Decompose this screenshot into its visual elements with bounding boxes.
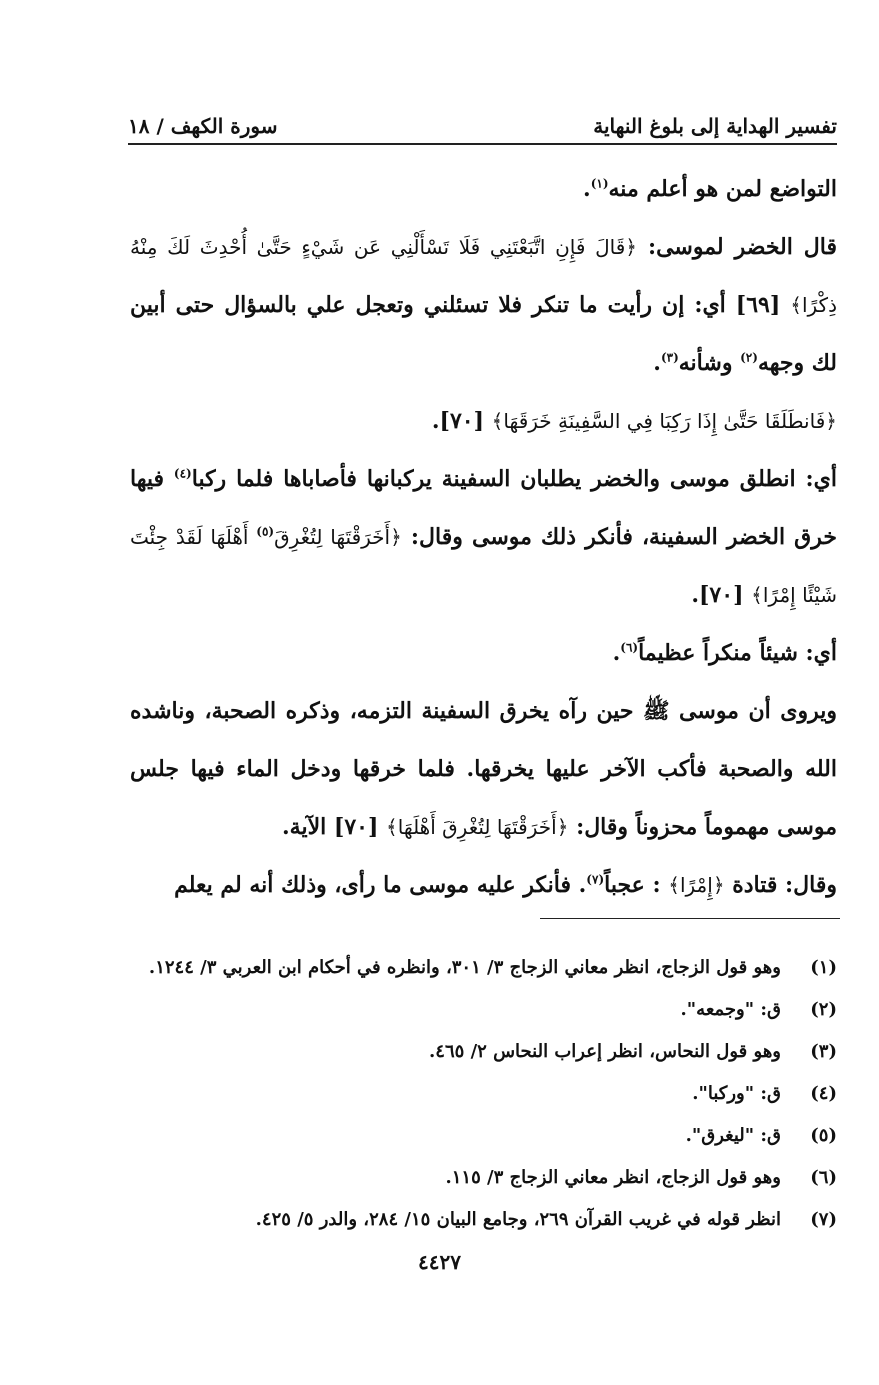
footnote-divider — [540, 918, 840, 919]
quran-verse: ﴿أَخَرَقْتَهَا لِتُغْرِقَ أَهْلَهَا﴾ — [386, 815, 569, 839]
footnote-text: وهو قول الزجاج، انظر معاني الزجاج ٣/ ١١٥. — [445, 1166, 781, 1188]
footnote — [130, 1072, 837, 1114]
footnotes — [130, 946, 837, 1240]
paragraph-2 — [130, 218, 837, 392]
text-run: فيها خرق الخضر السفينة، فأنكر ذلك موسى وقال: — [130, 466, 837, 550]
footnote — [130, 988, 837, 1030]
text-run: . — [612, 640, 621, 666]
text-run: وقال: قتادة — [724, 872, 837, 898]
quran-verse: ﴿قَالَ فَإِنِ اتَّبَعْتَنِي فَلَا تَسْأَلْنِي عَن شَيْءٍ حَتَّىٰ أُحْدِثَ لَكَ مِنْهُ ذِكْرًا﴾ — [130, 235, 837, 317]
paragraph-1 — [130, 160, 837, 218]
text-run: [٧٠]. — [431, 408, 492, 434]
text-run: . — [583, 176, 591, 202]
footnote-ref: (٤) — [173, 466, 192, 481]
footnote-ref: (٧) — [586, 872, 605, 887]
footnote-ref: (٢) — [740, 350, 758, 365]
text-run: وشأنه — [678, 350, 741, 376]
text-run: . — [653, 350, 661, 376]
footnote-ref: (١) — [590, 176, 609, 191]
paragraph-3 — [130, 392, 837, 450]
footnote — [130, 1030, 837, 1072]
quran-verse: ﴿أَخَرَقْتَهَا لِتُغْرِقَ — [274, 525, 402, 549]
footnote-text: ق: "وركبا". — [692, 1082, 781, 1104]
text-run: : عجباً — [604, 872, 669, 898]
footnote-ref: (٣) — [660, 350, 679, 365]
quran-verse: ﴿إِمْرًا﴾ — [668, 873, 725, 897]
footnote-number: (٦) — [810, 1166, 837, 1188]
paragraph-6 — [130, 682, 837, 856]
footnote-text: ق: "وجمعه". — [680, 998, 781, 1020]
footnote-number: (١) — [810, 956, 837, 978]
footnote-number: (٧) — [810, 1208, 837, 1230]
footnote-text: وهو قول النحاس، انظر إعراب النحاس ٢/ ٤٦٥. — [429, 1040, 781, 1062]
footnote-number: (٣) — [810, 1040, 837, 1062]
footnote — [130, 946, 837, 988]
book-title: تفسير الهداية إلى بلوغ النهاية — [593, 114, 837, 138]
footnote — [130, 1114, 837, 1156]
header-divider — [128, 143, 837, 145]
paragraph-4 — [130, 450, 837, 624]
text-run: أي: انطلق موسى والخضر يطلبان السفينة يركبانها فأصاباها فلما ركبا — [191, 466, 837, 492]
footnote-text: وهو قول الزجاج، انظر معاني الزجاج ٣/ ٣٠١، وانظره في أحكام ابن العربي ٣/ ١٢٤٤. — [148, 956, 781, 978]
footnote-text: ق: "ليغرق". — [685, 1124, 781, 1146]
page-number: ٤٤٢٧ — [418, 1250, 461, 1274]
paragraph-7 — [130, 856, 837, 914]
running-header — [128, 94, 837, 138]
paragraph-5 — [130, 624, 837, 682]
text-run: [٧٠] الآية. — [282, 814, 387, 840]
text-run: أي: شيئاً منكراً عظيماً — [638, 640, 837, 666]
text-run: التواضع لمن هو أعلم منه — [608, 176, 837, 202]
text-run: ويروى أن موسى ﷺ حين رآه يخرق السفينة التزمه، وذكره الصحبة، وناشده الله والصحبة فأكب الآخر عليها يخرقها. فلما خرقها ودخل الماء فيها جلس موسى مهموماً محزوناً وقال: — [130, 698, 837, 840]
footnote-ref: (٥) — [256, 524, 275, 539]
footnote-ref: (٦) — [620, 640, 639, 655]
footnote-number: (٤) — [810, 1082, 837, 1104]
main-text — [130, 160, 837, 914]
text-run: [٧٠]. — [691, 582, 752, 608]
quran-verse: ﴿فَانطَلَقَا حَتَّىٰ إِذَا رَكِبَا فِي السَّفِينَةِ خَرَقَهَا﴾ — [491, 409, 837, 433]
quran-verse: أَهْلَهَا لَقَدْ جِئْتَ شَيْئًا إِمْرًا﴾ — [130, 525, 837, 607]
text-run: . فأنكر عليه موسى ما رأى، وذلك أنه لم يعلم — [174, 872, 587, 898]
surah-label: سورة الكهف / ١٨ — [128, 114, 278, 138]
text-run: قال الخضر لموسى: — [636, 234, 838, 260]
footnote — [130, 1156, 837, 1198]
footnote-text: انظر قوله في غريب القرآن ٢٦٩، وجامع البيان ١٥/ ٢٨٤، والدر ٥/ ٤٢٥. — [255, 1208, 781, 1230]
footnote-number: (٥) — [810, 1124, 837, 1146]
footnote — [130, 1198, 837, 1240]
text-run: [٦٩] أي: إن رأيت ما تنكر فلا تسئلني وتعجل علي بالسؤال حتى أبين لك وجهه — [130, 292, 837, 376]
footnote-number: (٢) — [810, 998, 837, 1020]
